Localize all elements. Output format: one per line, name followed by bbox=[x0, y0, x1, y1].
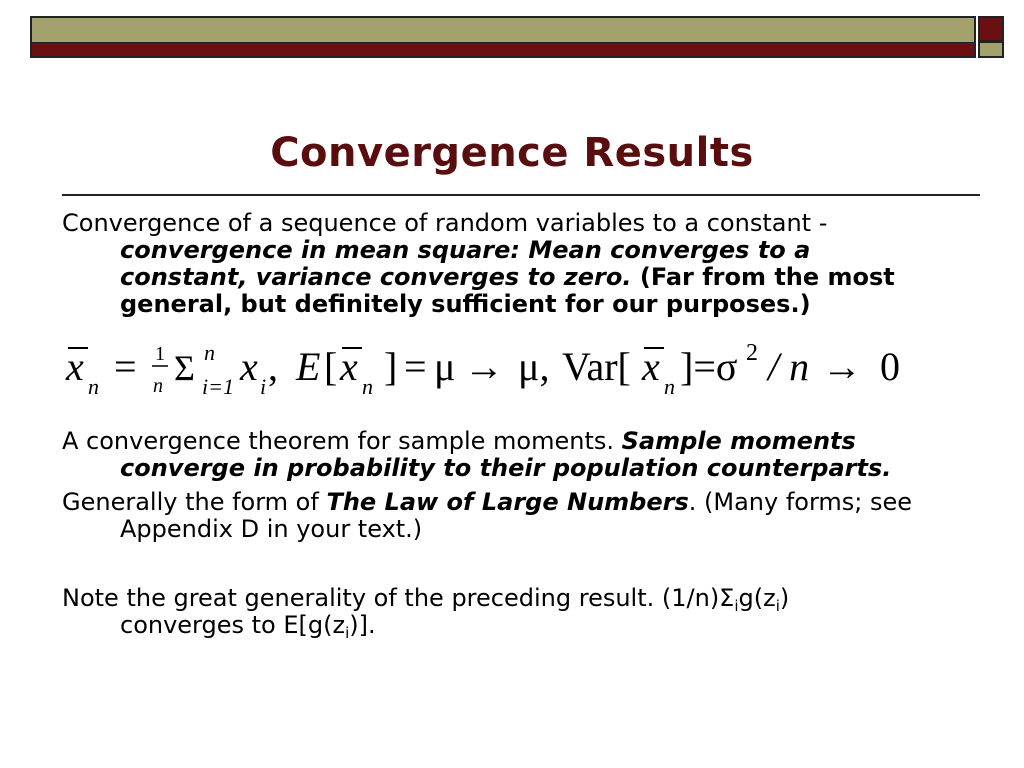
eq-equals: = bbox=[114, 344, 137, 389]
para4-sub-i2: i bbox=[775, 597, 780, 615]
eq-mu2: μ, bbox=[518, 344, 550, 389]
para2-text: A convergence theorem for sample moments. bbox=[62, 427, 622, 455]
title-divider bbox=[62, 194, 980, 196]
para1-line1: Convergence of a sequence of random variables to a constant - bbox=[62, 209, 828, 237]
para3-text1: Generally the form of bbox=[62, 488, 327, 516]
para4-sub-i: i bbox=[734, 597, 739, 615]
slide-title: Convergence Results bbox=[270, 130, 754, 176]
eq-sigma: Σ bbox=[174, 348, 195, 388]
para1-line4: general, but definitely sufficient for our purposes.) bbox=[120, 290, 811, 318]
equation-sample-mean bbox=[62, 338, 982, 398]
header-square-red bbox=[978, 16, 1004, 42]
para4-text3: ) bbox=[779, 584, 790, 612]
para4-line2a: converges to E[g(z bbox=[120, 611, 346, 639]
para3-text2: . (Many forms; see bbox=[688, 488, 913, 516]
eq-E: E bbox=[296, 344, 321, 389]
para1-line3-bold: (Far from the most bbox=[631, 263, 895, 291]
para1-continuation bbox=[62, 237, 982, 318]
para4-text2: g(z bbox=[738, 584, 776, 612]
eq-equals2: = bbox=[404, 344, 427, 389]
para4-text1: Note the great generality of the preceding result. (1/n)Σ bbox=[62, 584, 735, 612]
eq-close-bracket: ] bbox=[384, 344, 398, 389]
eq-close-var: ]=σ bbox=[680, 344, 738, 389]
para1-line2: convergence in mean square: Mean converges to a bbox=[120, 236, 811, 264]
equation-svg bbox=[62, 338, 982, 398]
eq-var: Var[ bbox=[562, 344, 631, 389]
decorative-header-bar bbox=[30, 16, 1024, 60]
eq-x-i: x bbox=[240, 344, 258, 389]
eq-arrow2: → bbox=[822, 344, 862, 389]
paragraph-generality bbox=[62, 584, 982, 642]
eq-xbar3: x bbox=[642, 344, 660, 389]
eq-open-bracket: [ bbox=[324, 344, 338, 389]
header-bar-green bbox=[30, 16, 976, 42]
header-bar-red bbox=[30, 42, 976, 58]
eq-over-n: / n bbox=[768, 344, 810, 389]
eq-xbar: x bbox=[66, 344, 84, 389]
eq-xbar2: x bbox=[340, 344, 358, 389]
eq-sub-n3: n bbox=[664, 374, 675, 398]
para4-sub-i3: i bbox=[345, 624, 350, 642]
para2-bold-2: converge in probability to their population counterparts. bbox=[120, 454, 892, 482]
para3-lln: The Law of Large Numbers bbox=[326, 488, 689, 516]
para3-line2: Appendix D in your text.) bbox=[120, 515, 423, 543]
eq-arrow: → bbox=[464, 344, 504, 389]
eq-sum-sub: i=1 bbox=[202, 374, 234, 398]
paragraph-mean-square bbox=[62, 210, 982, 318]
eq-sub-i: i bbox=[260, 374, 267, 398]
header-square-green bbox=[978, 42, 1004, 58]
eq-squared: 2 bbox=[746, 340, 758, 366]
eq-frac-den: n bbox=[153, 375, 163, 397]
eq-zero: 0 bbox=[880, 344, 900, 389]
paragraph-sample-moments bbox=[62, 428, 982, 482]
para4-line2 bbox=[62, 611, 982, 642]
eq-sum-sup: n bbox=[204, 340, 215, 365]
para1-line3-italic: constant, variance converges to zero. bbox=[120, 263, 632, 291]
eq-sub-n2: n bbox=[362, 374, 373, 398]
eq-comma: , bbox=[268, 344, 278, 389]
eq-sub-n: n bbox=[88, 374, 99, 398]
eq-frac-num: 1 bbox=[155, 343, 165, 365]
para2-bold-1: Sample moments bbox=[621, 427, 856, 455]
para4-line2b: )]. bbox=[349, 611, 376, 639]
eq-mu1: μ bbox=[434, 344, 456, 389]
paragraph-law-large-numbers bbox=[62, 489, 982, 543]
